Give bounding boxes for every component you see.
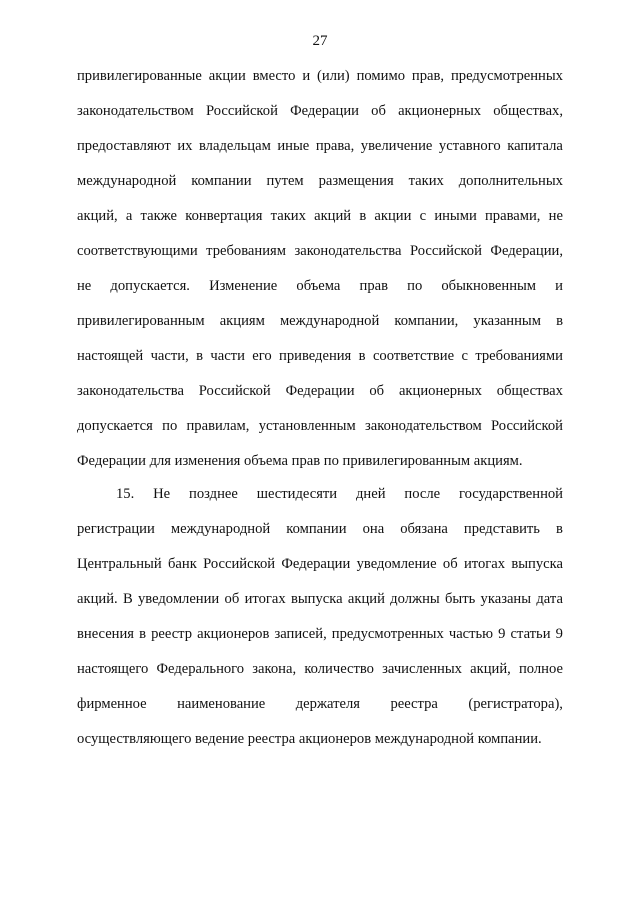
word: допускается.: [110, 278, 190, 294]
word: таких: [270, 208, 306, 224]
word: дополнительных: [458, 173, 563, 189]
word: законодательства: [294, 243, 402, 259]
word: акций: [314, 208, 352, 224]
word: компании,: [394, 313, 459, 329]
word: компании: [191, 173, 252, 189]
word: привилегированные: [77, 68, 202, 84]
word: частью: [448, 626, 494, 642]
word: предусмотренных: [331, 626, 444, 642]
word: дней: [355, 486, 386, 502]
text-line: [77, 234, 563, 269]
word: Федерации: [290, 103, 359, 119]
word: Российской: [491, 418, 563, 434]
word: их: [177, 138, 193, 154]
text-line: [77, 512, 563, 547]
text-line-last: Федерации для изменения объема прав по привилегированным акциям.: [77, 453, 523, 469]
word: допускается: [77, 418, 153, 434]
word: предусмотренных: [450, 68, 563, 84]
word: с: [419, 208, 427, 224]
word: в: [556, 313, 563, 329]
word: не: [548, 208, 563, 224]
word: должны: [390, 591, 440, 607]
word: 9: [498, 626, 506, 642]
word: Российской: [203, 556, 276, 572]
word: В: [122, 591, 133, 607]
word: увеличение: [360, 138, 433, 154]
word: обществах,: [493, 103, 563, 119]
word: указанным: [473, 313, 541, 329]
word: акциям: [219, 313, 265, 329]
word: правами,: [485, 208, 541, 224]
text-line: [77, 269, 563, 304]
word: уставного: [438, 138, 501, 154]
text-line-first: [77, 477, 563, 512]
text-line: [77, 687, 563, 722]
word: количество: [304, 661, 374, 677]
word: статьи: [510, 626, 551, 642]
word: и: [555, 278, 563, 294]
word: быть: [444, 591, 476, 607]
word: акции: [208, 68, 246, 84]
word: акции: [374, 208, 412, 224]
word: внесения: [77, 626, 135, 642]
word: международной: [170, 521, 271, 537]
word: также: [140, 208, 178, 224]
text-line: [77, 617, 563, 652]
word: дата: [536, 591, 563, 607]
text-line: [77, 59, 563, 94]
text-line: [77, 339, 563, 374]
word: иными: [434, 208, 477, 224]
word: капитала: [507, 138, 563, 154]
word: выпуска: [290, 591, 343, 607]
word: банк: [167, 556, 197, 572]
word: шестидесяти: [256, 486, 338, 502]
word: по: [162, 418, 178, 434]
paragraph-1: [77, 59, 563, 479]
word: акций.: [77, 591, 118, 607]
word: приведения: [279, 348, 352, 364]
text-line: [77, 652, 563, 687]
word: не: [77, 278, 92, 294]
word: конвертация: [185, 208, 263, 224]
word: позднее: [189, 486, 238, 502]
word: Федерации: [285, 383, 355, 399]
word: акций,: [77, 208, 118, 224]
word: Федерального: [156, 661, 245, 677]
word: об: [371, 103, 386, 119]
word: международной: [279, 313, 380, 329]
word: держателя: [295, 696, 360, 712]
word: таких: [408, 173, 444, 189]
word: в: [139, 626, 146, 642]
word: записей,: [274, 626, 327, 642]
word: об: [442, 556, 458, 572]
paragraph-2: [77, 477, 563, 757]
word: в: [196, 348, 204, 364]
word: его: [252, 348, 272, 364]
text-line: [77, 547, 563, 582]
word: помимо: [356, 68, 405, 84]
word: акционерных: [398, 103, 482, 119]
word: после: [404, 486, 441, 502]
text-line: [77, 582, 563, 617]
word: права,: [315, 138, 355, 154]
text-line: [77, 304, 563, 339]
word: она: [362, 521, 385, 537]
word: 9: [555, 626, 563, 642]
word: с: [461, 348, 468, 364]
text-line: [77, 129, 563, 164]
word: акций,: [470, 661, 511, 677]
word: размещения: [318, 173, 394, 189]
word: фирменное: [77, 696, 147, 712]
word: правилам,: [186, 418, 250, 434]
word: обязана: [400, 521, 448, 537]
word: настоящего: [77, 661, 149, 677]
word: привилегированным: [77, 313, 205, 329]
word: обществах: [496, 383, 563, 399]
text-line: [77, 409, 563, 444]
word: соответствие: [372, 348, 455, 364]
word: регистрации: [77, 521, 155, 537]
word: иные: [277, 138, 310, 154]
word: в: [556, 521, 563, 537]
word: реестр: [151, 626, 193, 642]
word: обыкновенным: [441, 278, 537, 294]
word: об: [369, 383, 385, 399]
word: Не: [153, 486, 171, 502]
word: акций: [347, 591, 385, 607]
word: наименование: [177, 696, 266, 712]
word: указаны: [480, 591, 532, 607]
word: объема: [296, 278, 341, 294]
page-number: 27: [312, 33, 328, 49]
word: Изменение: [209, 278, 278, 294]
text-line: [77, 94, 563, 129]
word: (регистратора),: [468, 696, 563, 712]
word: в: [358, 348, 366, 364]
word: акционерных: [398, 383, 482, 399]
word: путем: [266, 173, 304, 189]
word: Федерации: [281, 556, 351, 572]
word: части: [210, 348, 245, 364]
text-line: [77, 199, 563, 234]
word: а: [125, 208, 133, 224]
word: вместо: [252, 68, 296, 84]
word: законодательством: [77, 103, 194, 119]
word: международной: [77, 173, 177, 189]
word: законодательством: [364, 418, 482, 434]
word: в: [359, 208, 367, 224]
word: Российской: [198, 383, 271, 399]
word: 15.: [116, 486, 135, 502]
word: Центральный: [77, 556, 162, 572]
word: части,: [150, 348, 189, 364]
word: владельцам: [198, 138, 271, 154]
word: представить: [463, 521, 540, 537]
word: выпуска: [511, 556, 563, 572]
word: требованиям: [206, 243, 286, 259]
word: уведомлении: [137, 591, 220, 607]
text-line: [77, 374, 563, 409]
word: Федерации,: [490, 243, 563, 259]
word: соответствующими: [77, 243, 198, 259]
word: настоящей: [77, 348, 144, 364]
text-line-last: осуществляющего ведение реестра акционеров международной компании.: [77, 731, 542, 747]
word: полное: [518, 661, 563, 677]
word: реестра: [390, 696, 438, 712]
word: об: [224, 591, 240, 607]
word: государственной: [458, 486, 563, 502]
text-line: [77, 164, 563, 199]
word: предоставляют: [77, 138, 171, 154]
word: (или): [317, 68, 350, 84]
word: уведомление: [356, 556, 437, 572]
word: Российской: [409, 243, 482, 259]
word: Российской: [205, 103, 278, 119]
word: компании: [286, 521, 347, 537]
word: по: [407, 278, 423, 294]
word: и: [302, 68, 311, 84]
word: акционеров: [197, 626, 270, 642]
word: установленным: [258, 418, 356, 434]
word: прав,: [411, 68, 445, 84]
word: прав: [359, 278, 389, 294]
word: закона,: [252, 661, 297, 677]
word: законодательства: [77, 383, 184, 399]
word: итогах: [244, 591, 286, 607]
word: итогах: [463, 556, 506, 572]
word: зачисленных: [382, 661, 462, 677]
word: требованиями: [475, 348, 563, 364]
